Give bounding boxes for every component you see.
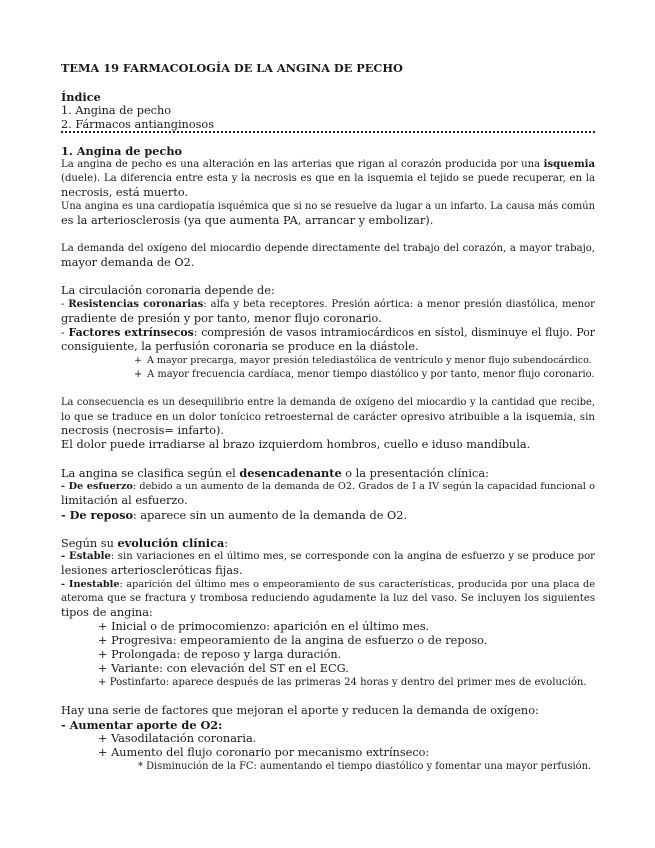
- bullet-item: + Vasodilatación coronaria.: [98, 732, 257, 745]
- paragraph-line: gradiente de presión y por tanto, menor flujo coronario.: [61, 312, 382, 325]
- paragraph-line: La consecuencia es un desequilibrio entre la demanda de oxígeno del miocardio y la cantidad que recibe,: [61, 397, 595, 408]
- paragraph-line: necrosis (necrosis= infarto).: [61, 424, 224, 437]
- paragraph-line: - De esfuerzo: debido a un aumento de la demanda de O2. Grados de I a IV según la capacidad funcional o: [61, 481, 596, 492]
- paragraph-line: El dolor puede irradiarse al brazo izquierdom hombros, cuello e iduso mandíbula.: [61, 438, 531, 451]
- bullet-item: + Inicial o de primocomienzo: aparición en el último mes.: [98, 620, 430, 633]
- paragraph-line: Según su evolución clínica:: [61, 536, 229, 550]
- paragraph-line: - Aumentar aporte de O2:: [61, 718, 223, 732]
- document-title: TEMA 19 FARMACOLOGÍA DE LA ANGINA DE PECHO: [61, 61, 403, 75]
- sub-bullet-item: * Disminución de la FC: aumentando el tiempo diastólico y fomentar una mayor perfusión.: [138, 761, 592, 772]
- bullet-item: + A mayor frecuencia cardíaca, menor tiempo diastólico y por tanto, menor flujo coronario.: [134, 369, 595, 380]
- section-heading: 1. Angina de pecho: [61, 144, 183, 158]
- paragraph-line: - Estable: sin variaciones en el último mes, se corresponde con la angina de esfuerzo y se produce por: [61, 551, 595, 562]
- paragraph-line: - Resistencias coronarias: alfa y beta receptores. Presión aórtica: a menor presión diastólica, menor: [61, 299, 595, 310]
- paragraph-line: consiguiente, la perfusión coronaria se produce en la diástole.: [61, 340, 419, 353]
- paragraph-line: - Inestable: aparición del último mes o empeoramiento de sus características, producida por una placa de: [61, 579, 595, 590]
- paragraph-line: es la arteriosclerosis (ya que aumenta PA, arrancar y embolizar).: [61, 214, 434, 227]
- paragraph-line: necrosis, está muerto.: [61, 186, 189, 199]
- paragraph-line: Hay una serie de factores que mejoran el aporte y reducen la demanda de oxígeno:: [61, 704, 539, 717]
- index-heading: Índice: [61, 90, 101, 104]
- paragraph-line: lo que se traduce en un dolor tonícico retroesternal de carácter opresivo atribuible a la isquemia, sin: [61, 411, 595, 423]
- paragraph-line: La angina se clasifica según el desencadenante o la presentación clínica:: [61, 466, 489, 480]
- paragraph-line: La angina de pecho es una alteración en las arterias que rigan al corazón producida por una isquemia: [61, 159, 595, 170]
- index-item: 2. Fármacos antianginosos: [61, 118, 215, 131]
- bullet-item: + A mayor precarga, mayor presión telediastólica de ventrículo y menor flujo subendocárdico.: [134, 355, 592, 366]
- paragraph-line: Una angina es una cardiopatía isquémica que si no se resuelve da lugar a un infarto. La causa más común: [61, 201, 595, 212]
- paragraph-line: tipos de angina:: [61, 606, 153, 619]
- paragraph-line: lesiones arterioscleróticas fijas.: [61, 564, 243, 577]
- bullet-item: + Prolongada: de reposo y larga duración.: [98, 648, 342, 661]
- index-item: 1. Angina de pecho: [61, 104, 172, 117]
- paragraph-line: La circulación coronaria depende de:: [61, 284, 275, 297]
- paragraph-line: La demanda del oxígeno del miocardio depende directamente del trabajo del corazón, a mayor trabajo,: [61, 243, 595, 254]
- paragraph-line: (duele). La diferencia entre esta y la necrosis es que en la isquemia el tejido se puede recuperar, en la: [61, 173, 595, 184]
- paragraph-line: limitación al esfuerzo.: [61, 494, 188, 507]
- bullet-item: + Aumento del flujo coronario por mecanismo extrínseco:: [98, 746, 430, 759]
- paragraph-line: - De reposo: aparece sin un aumento de la demanda de O2.: [61, 508, 408, 522]
- bullet-item: + Variante: con elevación del ST en el ECG.: [98, 662, 349, 675]
- dotted-separator: [61, 131, 595, 133]
- paragraph-line: - Factores extrínsecos: compresión de vasos intramiocárdicos en sístol, disminuye el flujo. Por: [61, 326, 595, 339]
- bullet-item: + Postinfarto: aparece después de las primeras 24 horas y dentro del primer mes de evolución.: [98, 677, 587, 688]
- paragraph-line: mayor demanda de O2.: [61, 256, 195, 269]
- paragraph-line: ateroma que se fractura y trombosa reduciendo agudamente la luz del vaso. Se incluyen los siguientes: [61, 593, 595, 604]
- bullet-item: + Progresiva: empeoramiento de la angina de esfuerzo o de reposo.: [98, 634, 488, 647]
